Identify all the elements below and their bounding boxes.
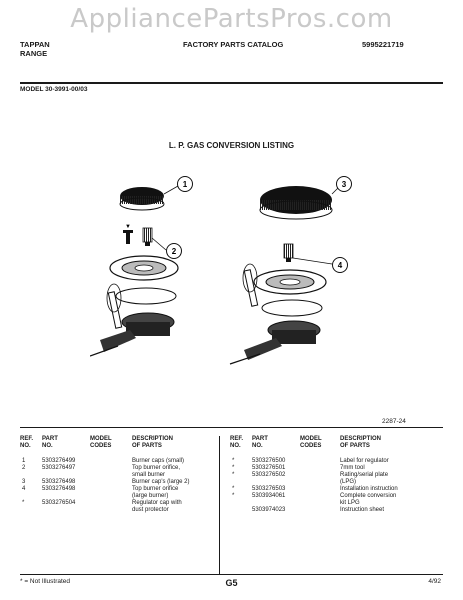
brand-name: TAPPAN	[20, 40, 50, 49]
row-ref: 4	[22, 486, 26, 492]
row-part: 5303276498	[42, 486, 76, 492]
catalog-number: 5995221719	[362, 40, 404, 49]
row-part: 5303276504	[42, 500, 76, 506]
row-desc: 7mm tool	[340, 465, 365, 471]
svg-text:▼: ▼	[125, 224, 131, 230]
burner-head	[110, 256, 178, 280]
callout-1-label: 1	[182, 180, 188, 189]
row-desc: Rating/serial plate (LPG)	[340, 472, 389, 485]
row-ref: *	[232, 465, 235, 471]
col-desc-header-right: DESCRIPTION OF PARTS	[340, 436, 382, 449]
small-burner-cap	[120, 187, 164, 210]
row-desc: Instruction sheet	[340, 507, 385, 513]
row-part: 5303276498	[42, 479, 76, 485]
col-part-header: PART NO.	[42, 436, 58, 449]
row-desc: Regulator cap with dust protector	[132, 500, 182, 513]
col-model-header: MODEL CODES	[90, 436, 112, 449]
col-part-header-right: PART NO.	[252, 436, 268, 449]
row-part: 5303276499	[42, 458, 76, 464]
row-ref: 3	[22, 479, 26, 485]
row-ref: 2	[22, 465, 26, 471]
exploded-parts-diagram	[90, 160, 390, 400]
row-part: 5303276500	[252, 458, 286, 464]
section-title: L. P. GAS CONVERSION LISTING	[168, 141, 295, 150]
burner-base	[90, 284, 174, 356]
watermark: AppliancePartsPros.com	[70, 4, 393, 34]
row-part: 5303276501	[252, 465, 286, 471]
table-top-rule	[20, 427, 443, 428]
row-desc: Burner cap's (large 2)	[132, 479, 190, 485]
row-desc: Complete conversion kit LPG	[340, 493, 397, 506]
footer-rule	[20, 574, 443, 575]
callout-4-label: 4	[337, 261, 343, 270]
page-number: G5	[225, 578, 238, 588]
gasket	[116, 288, 176, 304]
row-ref: 1	[22, 458, 26, 464]
not-illustrated-note: * = Not Illustrated	[20, 578, 71, 585]
row-desc: Burner caps (small)	[132, 458, 185, 464]
large-burner-orifice	[284, 244, 293, 262]
product-type: RANGE	[20, 49, 48, 58]
catalog-title: FACTORY PARTS CATALOG	[183, 40, 284, 49]
col-model-header-right: MODEL CODES	[300, 436, 322, 449]
figure-number: 2287-24	[382, 418, 406, 425]
col-desc-header: DESCRIPTION OF PARTS	[132, 436, 174, 449]
screw	[123, 224, 133, 244]
header-rule	[20, 82, 443, 84]
row-ref: *	[232, 486, 235, 492]
large-burner-cap	[260, 186, 332, 219]
row-ref: *	[232, 458, 235, 464]
revision-date: 4/92	[428, 578, 441, 585]
row-part: 5303276497	[42, 465, 76, 471]
large-gasket	[262, 300, 322, 316]
row-part: 5303974023	[252, 507, 286, 513]
row-ref: *	[232, 472, 235, 478]
small-burner-assembly	[90, 177, 193, 357]
row-desc: Top burner orifice, small burner	[132, 465, 181, 478]
table-column-divider	[219, 436, 220, 574]
large-burner-assembly	[230, 177, 352, 365]
small-burner-orifice	[143, 228, 152, 246]
row-ref: *	[232, 493, 235, 499]
row-part: 5303276503	[252, 486, 286, 492]
callout-3-label: 3	[341, 180, 347, 189]
row-part: 5303276502	[252, 472, 286, 478]
large-burner-head	[254, 270, 326, 294]
row-desc: Top burner orifice (large burner)	[132, 486, 179, 499]
model-number: MODEL 30-3991-00/03	[20, 86, 88, 93]
col-ref-header-right: REF. NO.	[230, 436, 244, 449]
row-desc: Label for regulator	[340, 458, 389, 464]
brand-block	[20, 40, 50, 58]
row-part: 5303934061	[252, 493, 286, 499]
row-ref: *	[22, 500, 25, 506]
col-ref-header: REF. NO.	[20, 436, 34, 449]
row-desc: Installation instruction	[340, 486, 398, 492]
callout-2-label: 2	[171, 247, 177, 256]
